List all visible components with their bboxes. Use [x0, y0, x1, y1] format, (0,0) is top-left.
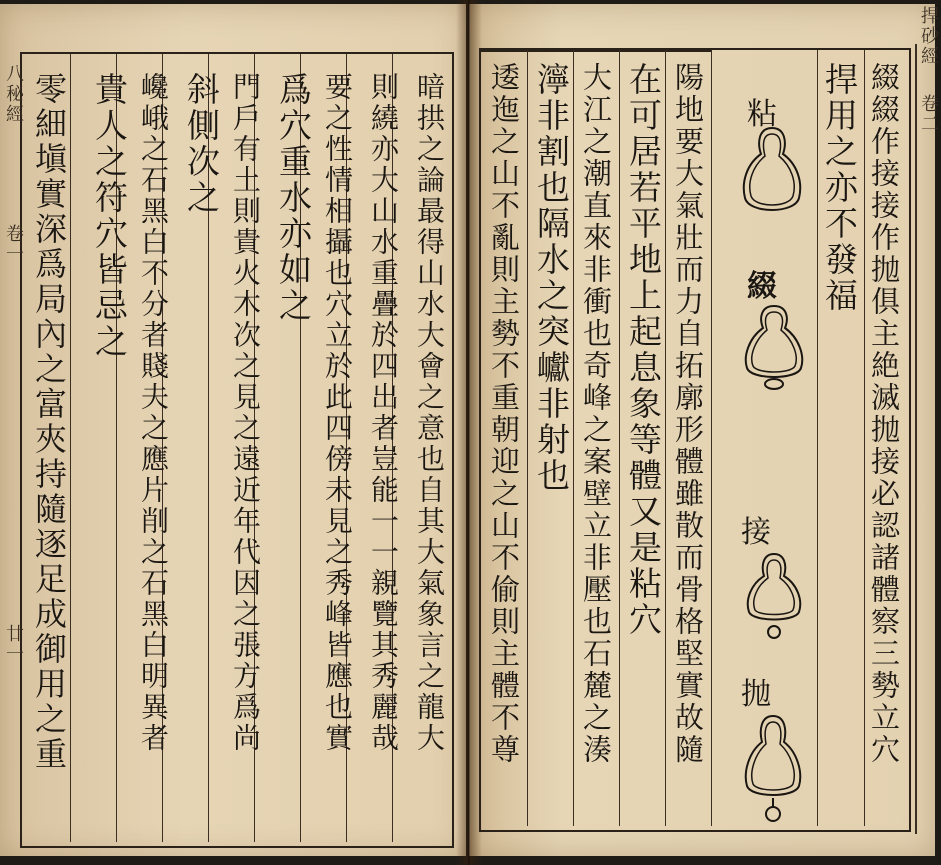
text-column: 逶迤之山不亂則主勢不重朝迎之山不偷則主體不尊 — [487, 62, 521, 766]
column-rule — [864, 50, 865, 826]
column-rule — [619, 50, 620, 826]
text-column: 陽地要大氣壯而力自拓廓形體雖散而骨格堅實故隨 — [671, 62, 705, 766]
text-column: 貴人之符穴皆忌之 — [90, 72, 129, 360]
panel-divider — [711, 50, 712, 826]
gourd-with-detached-ring-icon — [737, 714, 809, 826]
book-gutter — [456, 0, 482, 865]
frame-edge — [915, 44, 917, 834]
column-rule — [665, 50, 666, 826]
column-rule — [817, 50, 818, 826]
text-column: 門戶有土則貴火木次之見之遠近年代因之張方爲尚 — [229, 72, 262, 754]
gourd-with-ring-icon — [741, 552, 807, 642]
text-column: 在可居若平地上起息象等體又是粘穴 — [624, 62, 663, 638]
figure-label: 接 — [741, 515, 771, 550]
right-page — [469, 4, 939, 856]
right-margin-volume: 卷二 — [918, 94, 939, 134]
gourd-with-small-loop-icon — [739, 304, 809, 394]
gourd-shape-icon — [737, 124, 807, 219]
column-rule — [573, 50, 574, 826]
text-column: 斜側次之 — [182, 72, 221, 216]
text-column: 大江之潮直來非衝也奇峰之案壁立非壓也石麓之湊 — [579, 62, 613, 766]
figure-label: 抛 — [741, 677, 771, 712]
header-rule — [481, 50, 711, 52]
figure-label: 綴 — [747, 269, 777, 304]
left-margin-volume: 卷一 — [3, 224, 24, 264]
left-margin-title: 八秘經 — [3, 64, 24, 124]
left-margin-page: 廿一 — [3, 624, 24, 664]
figure-label: 粘 — [747, 97, 777, 132]
text-column: 巉峨之石黑白不分者賤夫之應片削之石黑白明異者 — [137, 72, 170, 754]
column-rule — [527, 50, 528, 826]
text-column: 濘非割也隔水之突巘非射也 — [532, 62, 571, 494]
text-column: 暗拱之論最得山水大會之意也自其大氣象言之龍大 — [413, 72, 446, 754]
text-column: 零細塡實深爲局內之富夾持隨逐足成御用之重 — [30, 72, 68, 772]
text-column: 要之性情相攝也穴立於此四傍未見之秀峰皆應也實 — [321, 72, 354, 754]
text-column: 捍用之亦不發福 — [820, 62, 859, 314]
text-column: 則繞亦大山水重疊於四出者豈能一一親覽其秀麗哉 — [367, 72, 400, 754]
text-column: 綴綴作接接作抛俱主絶滅抛接必認諸體察三勢立穴 — [867, 62, 901, 766]
column-rule — [70, 54, 71, 842]
left-page — [0, 4, 466, 856]
right-margin-title: 捍砂經 — [918, 6, 939, 66]
text-column: 爲穴重水亦如之 — [274, 72, 313, 324]
